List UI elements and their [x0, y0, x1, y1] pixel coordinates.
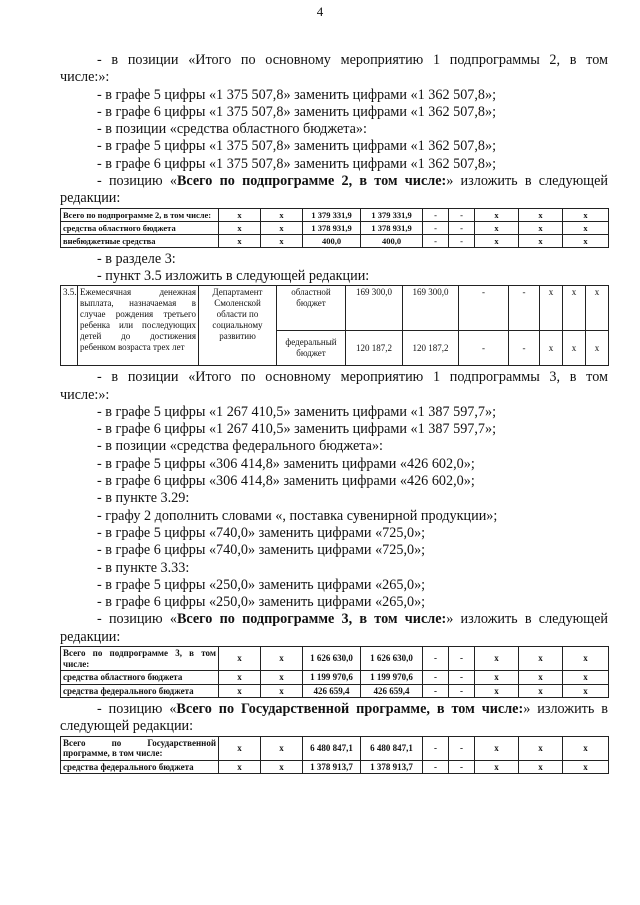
table-cell: - [423, 234, 449, 247]
paragraph: - в графе 5 цифры «740,0» заменить цифрами «725,0»; [97, 524, 426, 541]
paragraph: числе:»: [60, 386, 110, 403]
table-cell: x [261, 760, 303, 774]
table-cell: x [261, 234, 303, 247]
paragraph: следующей редакции: [60, 718, 194, 735]
table-cell: - [423, 647, 449, 671]
page-number: 4 [316, 4, 324, 19]
row-label: средства областного бюджета [61, 221, 219, 234]
bold-text: Всего по Государственной программе, в том числе: [176, 701, 524, 718]
table-cell: федеральный бюджет [277, 331, 346, 366]
table-row [61, 647, 609, 671]
table-row [61, 760, 609, 774]
table-subprogram-2 [60, 208, 609, 248]
row-label: средства федерального бюджета [61, 760, 219, 774]
table-cell: - [459, 331, 509, 366]
bold-text: Всего по подпрограмме 2, в том числе: [176, 173, 447, 190]
table-cell: x [563, 647, 609, 671]
table-cell: 1 379 331,9 [361, 208, 423, 221]
table-cell: 169 300,0 [403, 286, 459, 331]
table-cell: 120 187,2 [403, 331, 459, 366]
paragraph: - в позиции «средства федерального бюджета»: [97, 438, 384, 455]
table-cell: - [449, 208, 475, 221]
table-cell: x [261, 208, 303, 221]
text-span: » изложить в [523, 701, 608, 718]
paragraph: - в графе 6 цифры «740,0» заменить цифрами «725,0»; [97, 542, 426, 559]
item-department: Департамент Смоленской области по социальному развитию [199, 286, 277, 366]
table-cell: x [475, 221, 519, 234]
paragraph [60, 173, 608, 190]
table-row [61, 736, 609, 760]
table-cell: - [423, 208, 449, 221]
table-cell: x [563, 221, 609, 234]
paragraph: - в позиции «Итого по основному мероприятию 1 подпрограммы 3, в том [97, 369, 608, 386]
table-cell: x [519, 647, 563, 671]
bold-text: Всего по подпрограмме 3, в том числе: [176, 611, 447, 628]
table-cell: x [586, 331, 609, 366]
table-cell: x [475, 671, 519, 685]
table-cell: 1 379 331,9 [303, 208, 361, 221]
table-cell: x [563, 286, 586, 331]
paragraph: - графу 2 дополнить словами «, поставка сувенирной продукции»; [97, 507, 498, 524]
row-label: средства федерального бюджета [61, 684, 219, 698]
table-cell: x [475, 760, 519, 774]
table-cell: - [449, 647, 475, 671]
table-cell: - [449, 736, 475, 760]
paragraph [60, 611, 608, 628]
table-cell: 1 378 913,7 [361, 760, 423, 774]
paragraph: - пункт 3.5 изложить в следующей редакции: [97, 267, 370, 284]
table-cell: 1 626 630,0 [361, 647, 423, 671]
table-cell: x [219, 208, 261, 221]
table-cell: x [563, 684, 609, 698]
paragraph: - в разделе 3: [97, 250, 176, 267]
table-cell: 400,0 [361, 234, 423, 247]
paragraph: - в графе 5 цифры «306 414,8» заменить цифрами «426 602,0»; [97, 455, 475, 472]
paragraph: - в позиции «средства областного бюджета»: [97, 121, 367, 138]
table-cell: x [219, 221, 261, 234]
table-cell: x [519, 234, 563, 247]
table-cell: x [519, 208, 563, 221]
paragraph: - в графе 6 цифры «250,0» заменить цифрами «265,0»; [97, 594, 426, 611]
table-subprogram-3 [60, 646, 609, 698]
text-span: » изложить в следующей [446, 173, 608, 190]
table-cell: - [423, 736, 449, 760]
paragraph: - в графе 5 цифры «1 375 507,8» заменить цифрами «1 362 507,8»; [97, 138, 497, 155]
table-cell: x [563, 208, 609, 221]
table-row [61, 671, 609, 685]
table-cell: x [261, 684, 303, 698]
paragraph: - в пункте 3.33: [97, 559, 190, 576]
table-cell: x [475, 208, 519, 221]
table-cell: 1 199 970,6 [361, 671, 423, 685]
table-cell: x [475, 234, 519, 247]
table-cell: - [449, 671, 475, 685]
text-span: - позицию « [97, 173, 177, 190]
table-cell: x [563, 760, 609, 774]
table-cell: x [563, 234, 609, 247]
table-cell: x [540, 331, 563, 366]
table-cell: 6 480 847,1 [361, 736, 423, 760]
paragraph: - в графе 6 цифры «1 267 410,5» заменить цифрами «1 387 597,7»; [97, 421, 497, 438]
table-cell: x [519, 760, 563, 774]
table-cell: 1 626 630,0 [303, 647, 361, 671]
table-cell: - [509, 286, 540, 331]
table-cell: - [459, 286, 509, 331]
table-row [61, 221, 609, 234]
table-item-3-5 [60, 285, 609, 366]
table-cell: x [475, 684, 519, 698]
table-cell: 400,0 [303, 234, 361, 247]
table-row [61, 208, 609, 221]
paragraph: - в графе 5 цифры «1 267 410,5» заменить цифрами «1 387 597,7»; [97, 403, 497, 420]
paragraph: - в пункте 3.29: [97, 490, 190, 507]
paragraph: - в графе 6 цифры «1 375 507,8» заменить цифрами «1 362 507,8»; [97, 155, 497, 172]
table-cell: - [423, 684, 449, 698]
table-cell: 1 378 913,7 [303, 760, 361, 774]
table-cell: x [219, 736, 261, 760]
table-cell: - [423, 760, 449, 774]
table-cell: - [449, 760, 475, 774]
table-cell: x [563, 671, 609, 685]
table-row [61, 234, 609, 247]
item-number: 3.5. [61, 286, 78, 366]
text-span: - позицию « [97, 701, 177, 718]
table-cell: x [540, 286, 563, 331]
table-cell: x [261, 647, 303, 671]
paragraph [60, 701, 608, 718]
paragraph: - в графе 6 цифры «306 414,8» заменить цифрами «426 602,0»; [97, 473, 475, 490]
table-cell: x [519, 736, 563, 760]
table-cell: - [449, 684, 475, 698]
table-cell: 120 187,2 [346, 331, 403, 366]
table-cell: x [219, 671, 261, 685]
table-cell: - [449, 221, 475, 234]
table-cell: x [519, 684, 563, 698]
row-label: Всего по подпрограмме 3, в том числе: [61, 647, 219, 671]
row-label: средства областного бюджета [61, 671, 219, 685]
paragraph: редакции: [60, 190, 121, 207]
table-cell: - [423, 221, 449, 234]
table-cell: x [219, 684, 261, 698]
table-cell: x [519, 671, 563, 685]
table-cell: 426 659,4 [303, 684, 361, 698]
table-cell: областной бюджет [277, 286, 346, 331]
table-cell: 1 378 931,9 [303, 221, 361, 234]
item-description: Ежемесячная денежная выплата, назначаемая в случае рождения третьего ребенка или последующих детей до достижения ребенком возраста трех лет [78, 286, 199, 366]
document-body [60, 52, 608, 777]
row-label: Всего по подпрограмме 2, в том числе: [61, 208, 219, 221]
paragraph: - в графе 5 цифры «1 375 507,8» заменить цифрами «1 362 507,8»; [97, 86, 497, 103]
table-cell: x [475, 647, 519, 671]
table-cell: - [449, 234, 475, 247]
text-span: - позицию « [97, 611, 177, 628]
table-cell: 6 480 847,1 [303, 736, 361, 760]
paragraph: - в графе 5 цифры «250,0» заменить цифрами «265,0»; [97, 576, 426, 593]
text-span: » изложить в следующей [446, 611, 608, 628]
paragraph: числе:»: [60, 69, 110, 86]
table-cell: 169 300,0 [346, 286, 403, 331]
paragraph: - в позиции «Итого по основному мероприятию 1 подпрограммы 2, в том [97, 52, 608, 68]
table-row [61, 684, 609, 698]
table-cell: 426 659,4 [361, 684, 423, 698]
table-cell: x [261, 736, 303, 760]
table-cell: x [219, 234, 261, 247]
table-cell: x [219, 647, 261, 671]
table-cell: x [475, 736, 519, 760]
row-label: внебюджетные средства [61, 234, 219, 247]
table-cell: - [423, 671, 449, 685]
paragraph: редакции: [60, 628, 121, 645]
row-label: Всего по Государственной программе, в том числе: [61, 736, 219, 760]
table-cell: x [261, 221, 303, 234]
table-cell: 1 199 970,6 [303, 671, 361, 685]
paragraph: - в графе 6 цифры «1 375 507,8» заменить цифрами «1 362 507,8»; [97, 103, 497, 120]
table-cell: x [519, 221, 563, 234]
table-state-program [60, 736, 609, 775]
table-cell: x [261, 671, 303, 685]
table-cell: - [509, 331, 540, 366]
table-cell: x [586, 286, 609, 331]
table-cell: x [563, 736, 609, 760]
table-cell: 1 378 931,9 [361, 221, 423, 234]
table-cell: x [219, 760, 261, 774]
table-cell: x [563, 331, 586, 366]
